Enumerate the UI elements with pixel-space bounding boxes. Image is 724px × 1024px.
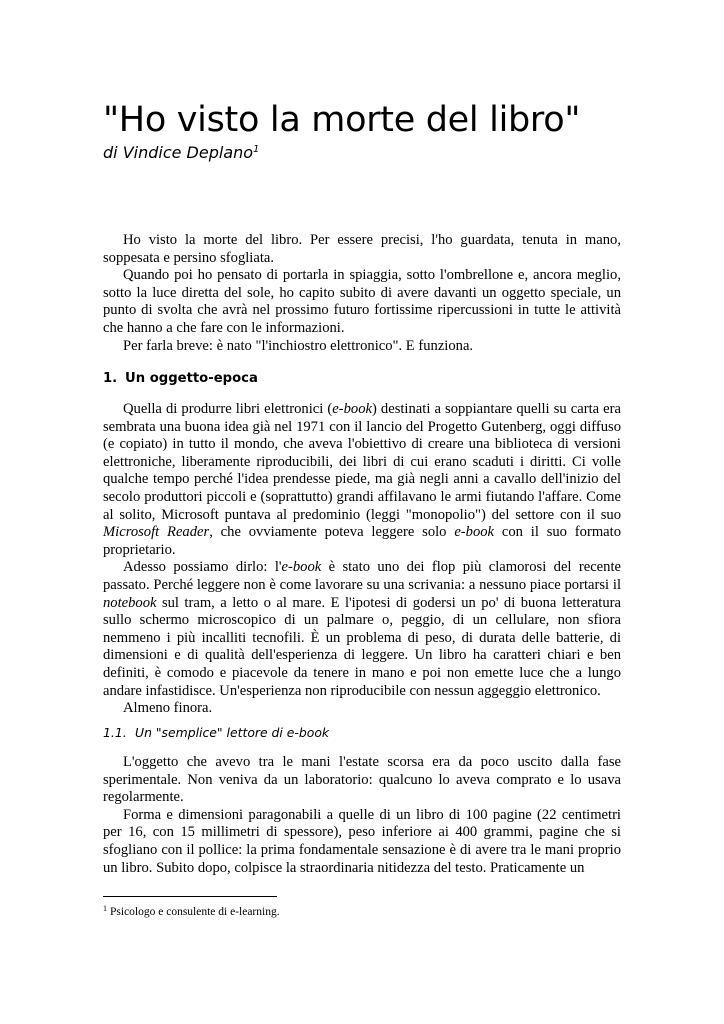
intro-paragraph: Quando poi ho pensato di portarla in spiaggia, sotto l'ombrellone e, ancora meglio, sotto la luce diretta del sole, ho capito subito di avere davanti un oggetto speciale, un punto di svolta che avrà nel prossimo futuro fortissime ripercussioni in tutte le attività che hanno a che fare con le informazioni. <box>103 267 621 336</box>
footnote <box>103 905 280 920</box>
section-heading <box>103 370 258 388</box>
footnote-separator <box>103 896 277 897</box>
subsection-title: Un "semplice" lettore di e-book <box>135 725 330 740</box>
intro-section <box>103 232 621 355</box>
subsection-1-1-body <box>103 754 621 877</box>
author-name: di Vindice Deplano <box>103 143 254 162</box>
body-paragraph: Adesso possiamo dirlo: l'e-book è stato uno dei flop più clamorosi del recente passato. Perché leggere non è come lavorare su una scrivania: a nessuno piace portarsi il notebook sul tram, a letto o al mare. E l'ipotesi di godersi un po' di buona letteratura sullo schermo microscopico di un palmare o, peggio, di un cellulare, non sfiora nemmeno i più incalliti tecnofili. È un problema di peso, di durata delle batterie, di dimensioni e di qualità dell'esperienza di leggere. Un libro ha caratteri chiari e ben definiti, è comodo e piacevole da tenere in mano e poi non emette luce che a lungo andare infastidisce. Un'esperienza non riproducibile con nessun aggeggio elettronico. <box>103 559 621 699</box>
intro-paragraph: Ho visto la morte del libro. Per essere precisi, l'ho guardata, tenuta in mano, soppesata e persino sfogliata. <box>103 232 621 266</box>
section-number: 1. <box>103 371 118 386</box>
article-byline <box>103 142 259 167</box>
body-paragraph: L'oggetto che avevo tra le mani l'estate scorsa era da poco uscito dalla fase sperimentale. Non veniva da un laboratorio: qualcuno lo aveva comprato e lo usava regolarmente. <box>103 754 621 806</box>
footnote-marker: 1 <box>103 904 107 913</box>
article-title: "Ho visto la morte del libro" <box>103 100 581 140</box>
body-paragraph: Quella di produrre libri elettronici (e-book) destinati a soppiantare quelli su carta era sembrata una buona idea già nel 1971 con il lancio del Progetto Gutenberg, oggi diffuso (e copiato) in tutto il mondo, che aveva l'obiettivo di creare una biblioteca di versioni elettroniche, liberamente riproducibili, dei libri di cui erano scaduti i diritti. Ci volle qualche tempo perché l'idea prendesse piede, ma già negli anni a cavallo dell'inizio del secolo produttori piccoli e (soprattutto) grandi affilavano le armi fiutando l'affare. Come al solito, Microsoft puntava al predominio (leggi "monopolio") del settore con il suo Microsoft Reader, che ovviamente poteva leggere solo e-book con il suo formato proprietario. <box>103 401 622 558</box>
body-paragraph: Almeno finora. <box>123 700 213 717</box>
footnote-reference[interactable]: 1 <box>253 144 260 155</box>
body-paragraph: Forma e dimensioni paragonabili a quelle di un libro di 100 pagine (22 centimetri per 16, con 15 millimetri di spessore), peso inferiore ai 400 grammi, pagine che si sfogliano con il pollice: la prima fondamentale sensazione è di avere tra le mani proprio un libro. Subito dopo, colpisce la straordinaria nitidezza del testo. Praticamente un <box>103 806 621 876</box>
section-1-body <box>103 401 621 718</box>
subsection-number: 1.1. <box>103 725 127 740</box>
intro-paragraph: Per farla breve: è nato "l'inchiostro elettronico". E funziona. <box>123 337 474 354</box>
section-title: Un oggetto-epoca <box>125 371 258 386</box>
footnote-text: Psicologo e consulente di e-learning. <box>110 906 280 918</box>
subsection-heading <box>103 724 329 742</box>
